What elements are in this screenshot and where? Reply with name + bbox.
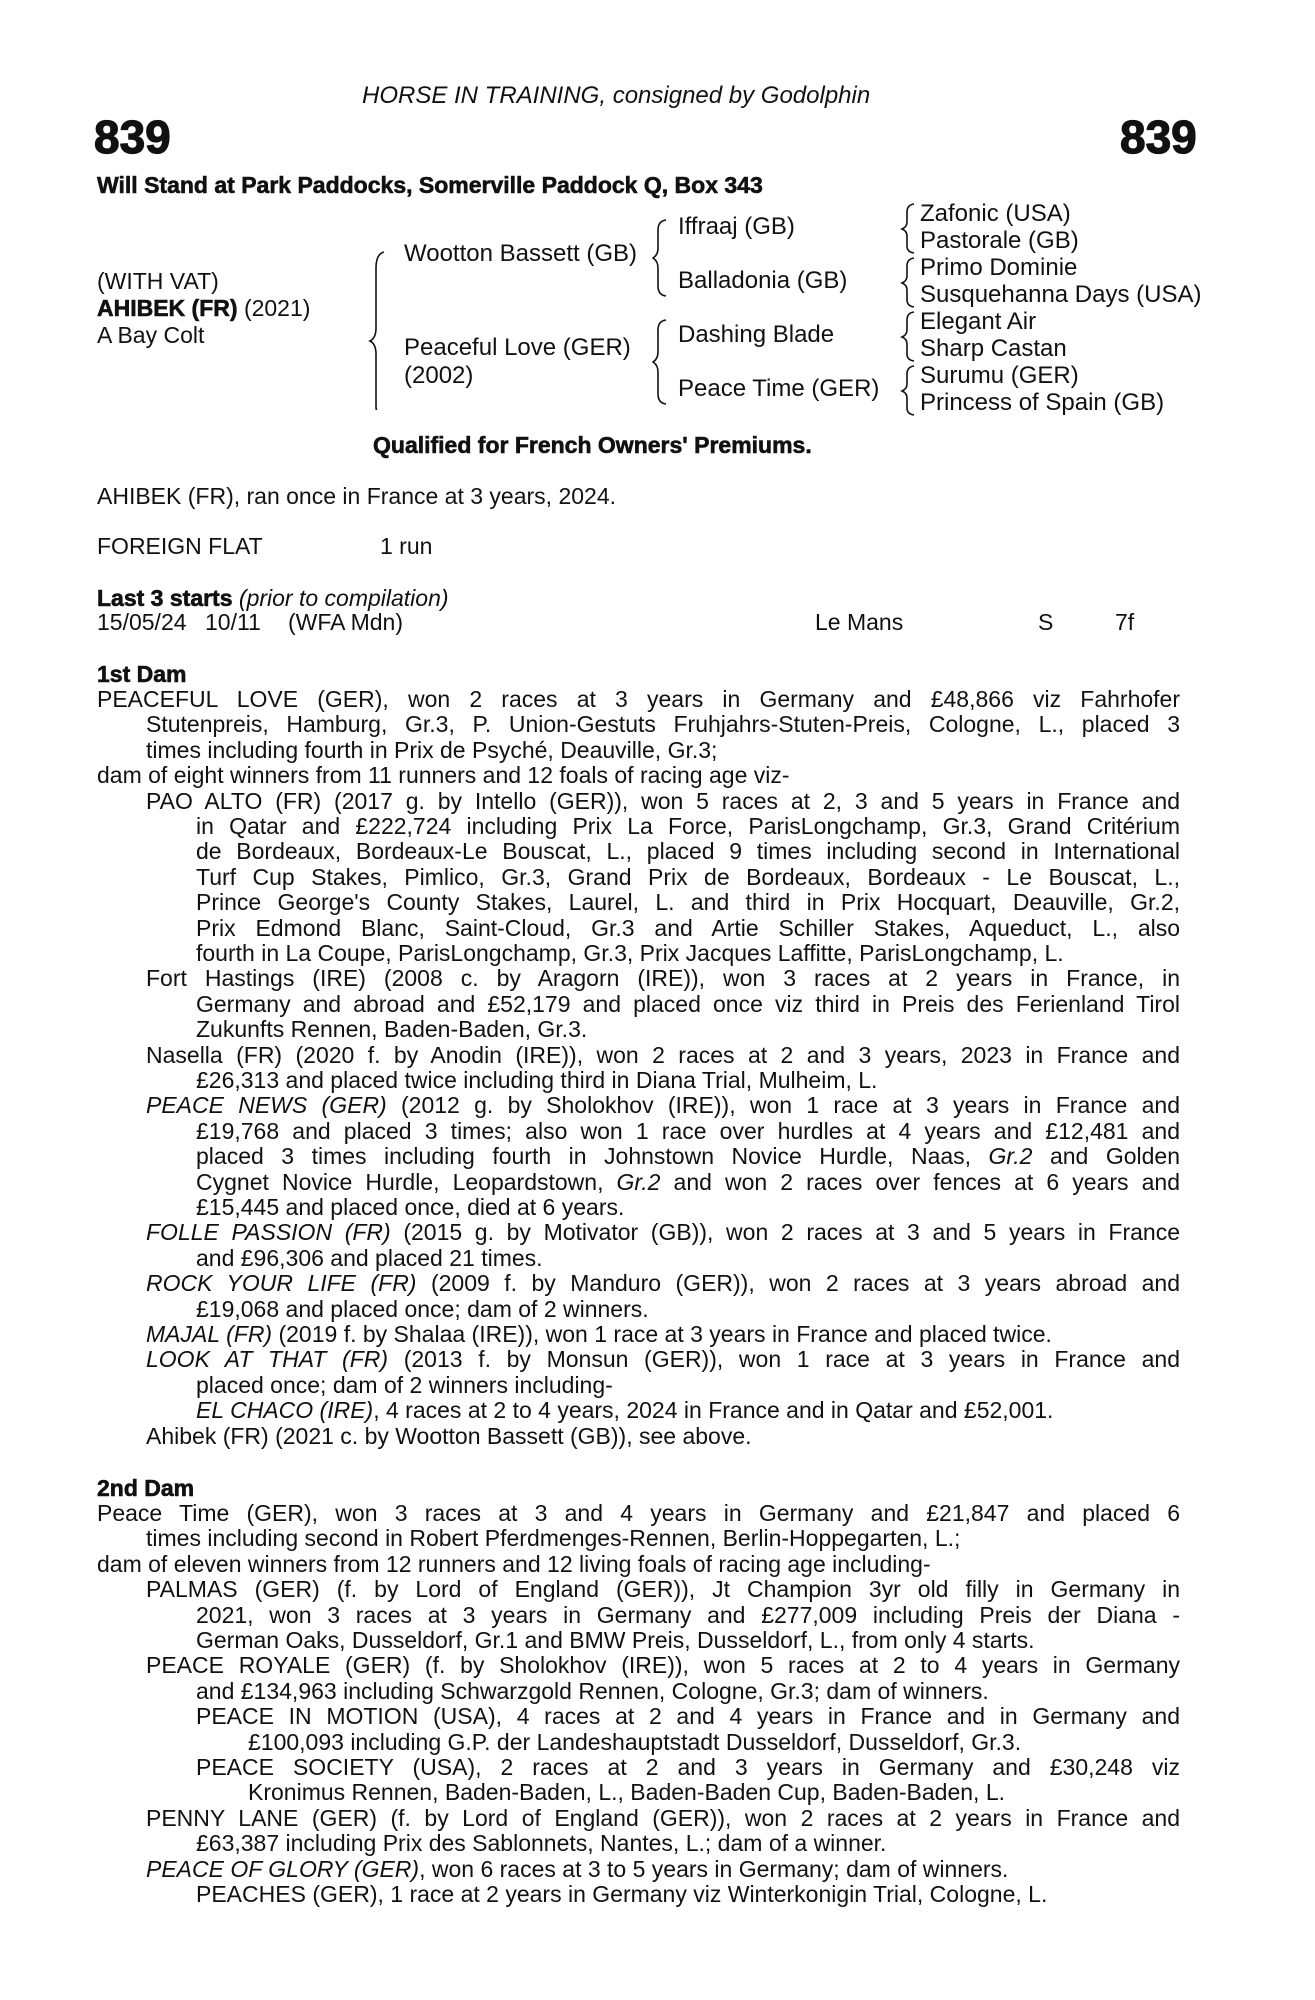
- text-run: Gr.2: [1130, 889, 1174, 916]
- second-dam-line: [146, 1856, 1008, 1882]
- text-run: PALMAS (GER): [146, 1576, 320, 1603]
- text-run: dam of: [97, 1550, 174, 1577]
- pedigree-sire-dam: Balladonia (GB): [678, 267, 848, 294]
- text-run: L.: [1028, 1881, 1048, 1907]
- first-dam-line: [196, 1397, 1053, 1423]
- text-run: .: [1014, 1728, 1022, 1755]
- text-run: 2 races at 3 years in Germany and £48,866 viz Fahrhofer: [450, 686, 1181, 712]
- text-run: , Baden-Baden Cup, Baden-Baden,: [617, 1779, 986, 1806]
- horse-year: (2021): [243, 295, 311, 321]
- text-run: .: [580, 1016, 588, 1043]
- first-dam-line: [196, 1245, 543, 1271]
- text-run: PAO ALTO (FR): [146, 787, 322, 814]
- first-dam-line: [146, 1346, 1180, 1372]
- text-run: L.: [985, 1779, 1005, 1806]
- text-run: (f. by Lord of England (GER)), won 2 races at 2 years in France and: [377, 1804, 1181, 1831]
- text-run: PEACE SOCIETY (USA): [196, 1754, 476, 1780]
- text-run: 2021, won 3 races at 3 years in Germany and £277,009 including Preis der Diana -: [196, 1601, 1180, 1628]
- text-run: and BMW Preis, Dusseldorf,: [518, 1627, 820, 1653]
- text-run: PEACE ROYALE (GER): [146, 1652, 411, 1679]
- text-run: ,: [382, 686, 408, 712]
- text-run: PEACE IN MOTION (USA): [196, 1703, 496, 1730]
- text-run: ,: [1173, 863, 1180, 890]
- text-run: Gr.3: [667, 736, 712, 763]
- text-run: MAJAL (FR): [146, 1321, 273, 1347]
- text-run: Gr.3: [501, 863, 545, 890]
- text-run: from 11 runners and 12 foals of racing age viz-: [309, 762, 790, 789]
- text-run: Stutenpreis, Hamburg,: [146, 711, 405, 738]
- text-run: and Artie Schiller Stakes, Aqueduct,: [634, 914, 1093, 941]
- text-run: L.: [934, 1525, 955, 1552]
- text-run: Prix Edmond Blanc, Saint-Cloud,: [196, 914, 592, 941]
- second-dam-line: [196, 1830, 886, 1856]
- text-run: ; dam of winners.: [813, 1677, 989, 1704]
- pedigree-dam-dam: Peace Time (GER): [678, 375, 880, 402]
- pedigree-sire: Wootton Bassett (GB): [404, 240, 637, 267]
- pedigree-dam-sire: Dashing Blade: [678, 321, 835, 348]
- first-dam-line: [196, 838, 1180, 864]
- first-dam-line: [146, 788, 1180, 814]
- text-run: L.: [606, 838, 626, 865]
- text-run: de Bordeaux, Bordeaux-Le Bouscat,: [196, 838, 607, 865]
- last-starts-title: Last 3 starts: [97, 585, 233, 611]
- text-run: and Golden: [1032, 1143, 1180, 1170]
- text-run: , 4 races at 2 and 4 years in France and in Germany and: [495, 1703, 1180, 1730]
- text-run: , 4 races at 2 to 4 years, 2024 in France and in Qatar and £52,001.: [373, 1397, 1054, 1424]
- text-run: , Grand Prix de Bordeaux, Bordeaux - Le Bouscat,: [544, 863, 1155, 890]
- text-run: times including second in Robert Pferdmenges-Rennen, Berlin-Hoppegarten,: [146, 1525, 935, 1552]
- text-run: ,: [1173, 889, 1181, 916]
- text-run: (f. by Sholokhov (IRE)), won 5 races at 2 to 4 years in Germany: [410, 1652, 1180, 1679]
- text-run: Gr.2: [616, 1168, 661, 1195]
- start-distance: 7f: [1115, 609, 1135, 635]
- first-dam-line: [146, 1092, 1180, 1118]
- second-dam-line: [146, 1576, 1180, 1602]
- text-run: Gr.3: [942, 813, 987, 839]
- first-dam-line: [196, 1372, 613, 1398]
- text-run: L.: [819, 1627, 839, 1653]
- last-starts-heading: [97, 585, 449, 612]
- text-run: , from only 4 starts.: [838, 1627, 1035, 1653]
- pedigree-brace-sire: [652, 218, 668, 298]
- second-dam-line: [196, 1678, 989, 1704]
- text-run: ;: [711, 736, 718, 763]
- pedigree-g2: Pastorale (GB): [920, 227, 1079, 254]
- text-run: Fort Hastings (IRE): [146, 965, 366, 992]
- second-dam-line: [146, 1525, 960, 1551]
- text-run: (2012 g. by Sholokhov (IRE)), won 1 race at 3 years in France and: [386, 1092, 1180, 1119]
- text-run: (2008 c. by Aragorn (IRE)), won 3 races at 2 years in France, in: [365, 965, 1180, 992]
- text-run: Germany and abroad and £52,179 and placed once viz third in Preis des Ferienland Tirol: [196, 990, 1180, 1017]
- text-run: Gr.3: [537, 1016, 581, 1043]
- foreign-flat-value: 1 run: [380, 533, 433, 559]
- first-dam-line: [196, 1118, 1180, 1144]
- text-run: L.: [655, 889, 675, 916]
- start-going: S: [1038, 609, 1054, 635]
- text-run: £19,768 and placed 3 times; also won 1 race over hurdles at 4 years and £12,481 and: [196, 1117, 1180, 1144]
- last-starts-note: (prior to compilation): [238, 585, 449, 611]
- horse-title: [97, 295, 310, 322]
- pedigree-dam: Peaceful Love (GER): [404, 334, 631, 361]
- second-dam-line: [248, 1779, 1005, 1805]
- text-run: (2019 f. by Shalaa (IRE)), won 1 race at 3 years in France and placed twice.: [272, 1321, 1052, 1347]
- first-dam-line: [196, 864, 1180, 890]
- text-run: from 12 runners and 12 living foals of racing age including-: [327, 1550, 931, 1577]
- text-run: (2017 g. by Intello (GER)), won 5 races at 2, 3 and 5 years in France and: [321, 787, 1180, 814]
- first-dam-line: [146, 1270, 1180, 1296]
- text-run: , 1 race at 2 years in Germany viz Winterkonigin Trial, Cologne,: [377, 1881, 1029, 1907]
- second-dam-line: [196, 1627, 1035, 1653]
- first-dam-line: [196, 813, 1180, 839]
- text-run: Turf Cup Stakes, Pimlico,: [196, 863, 502, 890]
- text-run: L.: [858, 1067, 878, 1093]
- text-run: £15,445 and placed once, died at 6 years.: [196, 1194, 625, 1220]
- second-dam-line: [196, 1602, 1180, 1628]
- text-run: L.: [1154, 863, 1174, 890]
- first-dam-line: [146, 1219, 1180, 1245]
- first-dam-line: [146, 711, 1180, 737]
- text-run: Zukunfts Rennen, Baden-Baden,: [196, 1016, 538, 1043]
- text-run: Gr.3: [770, 1677, 814, 1704]
- text-run: PEACHES (GER): [196, 1881, 378, 1907]
- text-run: (2013 f. by Monsun (GER)), won 1 race at 3 years in France and: [388, 1346, 1180, 1373]
- text-run: and won 2 races over fences at 6 years and: [660, 1168, 1180, 1195]
- text-run: L.: [685, 1830, 705, 1857]
- text-run: £26,313 and placed twice including third in Diana Trial, Mulheim,: [196, 1067, 859, 1093]
- second-dam-line: [146, 1652, 1180, 1678]
- race-summary: AHIBEK (FR), ran once in France at 3 years, 2024.: [97, 483, 617, 509]
- text-run: PEACEFUL LOVE (GER): [97, 686, 383, 712]
- pedigree-g5: Elegant Air: [920, 308, 1037, 335]
- text-run: dam of: [97, 762, 174, 789]
- first-dam-line: [196, 1016, 587, 1042]
- text-run: FOLLE PASSION (FR): [146, 1219, 391, 1246]
- text-run: (f. by Lord of England (GER)), Jt Champion 3yr old filly in Germany in: [319, 1576, 1180, 1603]
- text-run: , 2 races at 2 and 3 years in Germany and £30,248 viz: [475, 1754, 1180, 1780]
- second-dam-line: [196, 1881, 1047, 1907]
- first-dam-line: [196, 1169, 1180, 1195]
- first-dam-line: [146, 965, 1180, 991]
- first-dam-line: [196, 1296, 649, 1322]
- text-run: Cygnet Novice Hurdle, Leopardstown,: [196, 1168, 617, 1195]
- text-run: ;: [954, 1525, 961, 1552]
- text-run: LOOK AT THAT (FR): [146, 1346, 389, 1373]
- text-run: PEACE OF GLORY (GER): [146, 1855, 420, 1882]
- text-run: Gr.3: [971, 1728, 1015, 1755]
- pedigree-g7: Surumu (GER): [920, 362, 1079, 389]
- start-date: 15/05/24: [97, 609, 187, 635]
- text-run: Gr.1: [474, 1627, 519, 1653]
- foreign-flat-label: FOREIGN FLAT: [97, 533, 263, 559]
- first-dam-line: [97, 762, 790, 788]
- start-course: Le Mans: [815, 609, 904, 635]
- horse-name: AHIBEK (FR): [97, 295, 238, 321]
- text-run: (2015 g. by Motivator (GB)), won 2 races at 3 and 5 years in France: [390, 1219, 1180, 1246]
- first-dam-line: [196, 940, 1064, 966]
- text-run: Kronimus Rennen, Baden-Baden,: [248, 1779, 599, 1806]
- text-run: Gr.3: [583, 940, 627, 966]
- text-run: Gr.3: [591, 914, 635, 941]
- first-dam-line: [196, 1143, 1180, 1169]
- pedigree-brace-g4: [900, 364, 916, 416]
- text-run: 3 races at 3 and 4 years in Germany and £21,847 and placed 6: [377, 1500, 1181, 1526]
- text-run: £100,093 including G.P. der Landeshauptstadt Dusseldorf, Dusseldorf,: [248, 1728, 972, 1755]
- first-dam-heading: 1st Dam: [97, 661, 187, 687]
- pedigree-g4: Susquehanna Days (USA): [920, 281, 1202, 308]
- lot-number-left: 839: [94, 111, 171, 163]
- text-run: placed 3 times including fourth in Johnstown Novice Hurdle, Naas,: [196, 1143, 989, 1170]
- text-run: German Oaks, Dusseldorf,: [196, 1627, 475, 1653]
- text-run: won: [335, 1500, 378, 1526]
- text-run: Gr.2: [988, 1143, 1033, 1170]
- text-run: eight winners: [173, 762, 310, 789]
- text-run: won: [407, 686, 451, 712]
- start-position: 10/11: [205, 609, 261, 635]
- pedigree-brace-g3: [900, 310, 916, 362]
- text-run: and third in Prix Hocquart, Deauville,: [674, 889, 1131, 916]
- second-dam-heading: 2nd Dam: [97, 1475, 195, 1501]
- first-dam-line: [196, 1194, 624, 1220]
- catalogue-subtitle: HORSE IN TRAINING, consigned by Godolphin: [362, 82, 871, 109]
- start-race: (WFA Mdn): [288, 609, 404, 635]
- first-dam-line: [146, 1042, 1180, 1068]
- pedigree-brace-dam: [652, 318, 668, 408]
- first-dam-line: [146, 1423, 752, 1449]
- first-dam-line: [146, 1321, 1052, 1347]
- text-run: Gr.3: [404, 711, 449, 738]
- text-run: £19,068 and placed once; dam of 2 winners.: [196, 1295, 649, 1322]
- first-dam-line: [146, 737, 717, 763]
- vat-note: (WITH VAT): [97, 268, 219, 294]
- lot-number-right: 839: [1120, 111, 1197, 163]
- text-run: , placed 9 times including second in International: [625, 838, 1181, 865]
- text-run: , placed 3: [1057, 711, 1180, 738]
- text-run: PENNY LANE (GER): [146, 1804, 378, 1831]
- text-run: and £134,963 including Schwarzgold Rennen, Cologne,: [196, 1677, 771, 1704]
- text-run: ,: [311, 1500, 336, 1526]
- text-run: , won 6 races at 3 to 5 years in Germany; dam of winners.: [419, 1855, 1009, 1882]
- text-run: , also: [1111, 914, 1181, 941]
- text-run: eleven winners: [173, 1550, 328, 1577]
- text-run: (2020 f. by Anodin (IRE)), won 2 races at 2 and 3 years, 2023 in France and: [282, 1041, 1180, 1068]
- text-run: Ahibek (FR) (2021 c. by Wootton Bassett (GB)), see above.: [146, 1422, 752, 1449]
- second-dam-line: [196, 1703, 1180, 1729]
- text-run: times including fourth in Prix de Psyché, Deauville,: [146, 736, 668, 763]
- text-run: Peace Time (GER): [97, 1500, 312, 1526]
- location-line: Will Stand at Park Paddocks, Somerville Paddock Q, Box 343: [97, 172, 763, 198]
- pedigree-brace-g1: [900, 202, 916, 254]
- pedigree-dam-year: (2002): [404, 362, 474, 389]
- text-run: Prince George's County Stakes, Laurel,: [196, 889, 656, 916]
- pedigree-g6: Sharp Castan: [920, 335, 1067, 362]
- text-run: and £96,306 and placed 21 times.: [196, 1244, 543, 1271]
- second-dam-line: [248, 1729, 1021, 1755]
- text-run: L.: [598, 1779, 618, 1806]
- second-dam-line: [97, 1500, 1180, 1526]
- first-dam-line: [196, 915, 1180, 941]
- second-dam-line: [196, 1754, 1180, 1780]
- text-run: , Prix Jacques Laffitte, ParisLongchamp,: [626, 940, 1045, 966]
- second-dam-line: [97, 1551, 931, 1577]
- text-run: L.: [1044, 940, 1064, 966]
- text-run: , P. Union-Gestuts Fruhjahrs-Stuten-Preis, Cologne,: [448, 711, 1039, 738]
- pedigree-g1: Zafonic (USA): [920, 200, 1071, 227]
- first-dam-line: [196, 1067, 877, 1093]
- text-run: L.: [1092, 914, 1112, 941]
- text-run: £63,387 including Prix des Sablonnets, Nantes,: [196, 1830, 686, 1857]
- text-run: Nasella (FR): [146, 1041, 283, 1068]
- text-run: PEACE NEWS (GER): [146, 1092, 387, 1119]
- pedigree-brace-main: [368, 210, 388, 410]
- text-run: fourth in La Coupe, ParisLongchamp,: [196, 940, 584, 966]
- first-dam-line: [97, 686, 1180, 712]
- text-run: ; dam of a winner.: [704, 1830, 887, 1857]
- pedigree-g3: Primo Dominie: [920, 254, 1078, 281]
- first-dam-line: [196, 991, 1180, 1017]
- pedigree-brace-g2: [900, 256, 916, 308]
- pedigree-g8: Princess of Spain (GB): [920, 389, 1165, 416]
- horse-description: A Bay Colt: [97, 322, 205, 348]
- text-run: in Qatar and £222,724 including Prix La Force, ParisLongchamp,: [196, 813, 943, 839]
- text-run: ROCK YOUR LIFE (FR): [146, 1270, 417, 1297]
- premiums-note: Qualified for French Owners' Premiums.: [373, 432, 812, 458]
- text-run: EL CHACO (IRE): [196, 1397, 374, 1424]
- pedigree-sire-sire: Iffraaj (GB): [678, 213, 795, 240]
- text-run: placed once; dam of 2 winners including-: [196, 1371, 613, 1398]
- second-dam-line: [146, 1805, 1180, 1831]
- first-dam-line: [196, 889, 1180, 915]
- text-run: , Grand Critérium: [986, 813, 1180, 839]
- text-run: L.: [1038, 711, 1058, 738]
- text-run: (2009 f. by Manduro (GER)), won 2 races at 3 years abroad and: [416, 1270, 1180, 1297]
